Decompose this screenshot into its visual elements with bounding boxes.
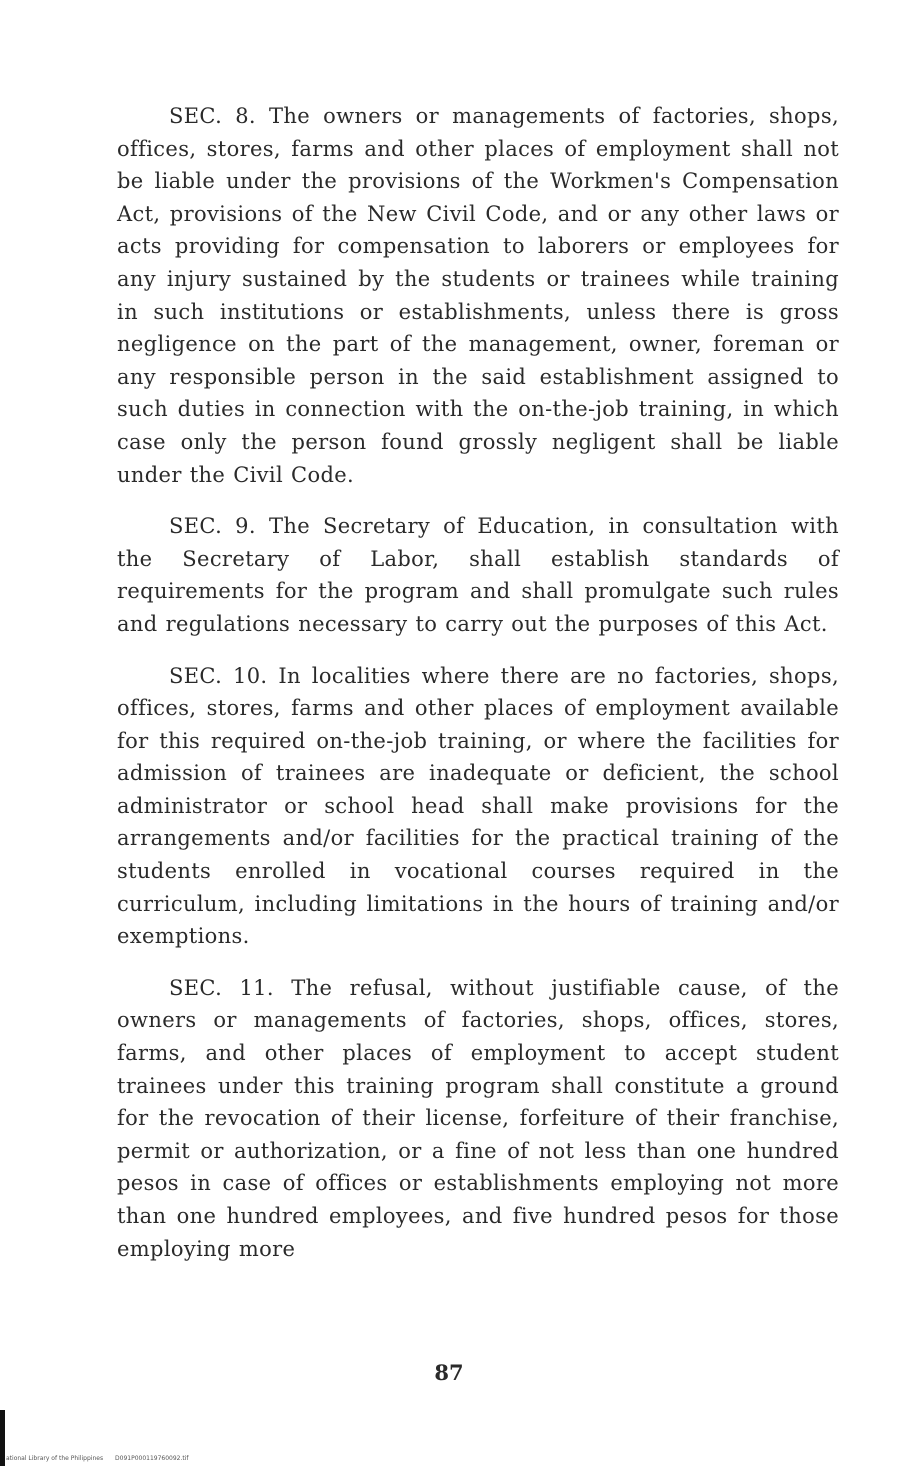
body-text xyxy=(117,100,839,1265)
scan-edge-mark xyxy=(0,1410,5,1466)
section-9-paragraph: SEC. 9. The Secretary of Education, in consultation with the Secretary of Labor, shall establish standards of requirements for the program and shall promulgate such rules and regulations necessary to carry out the purposes of this Act. xyxy=(117,514,839,636)
section-10-paragraph: SEC. 10. In localities where there are no factories, shops, offices, stores, farms and other places of employment available for this required on-the-job training, or where the facilities for admission of trainees are inadequate or deficient, the school administrator or school head shall make provisions for the arrangements and/or facilities for the practical training of the students enrolled in vocational courses required in the curriculum, including limitations in the hours of training and/or exemptions. xyxy=(117,663,839,949)
footer-file-code: D091P000119760092.tif xyxy=(115,1455,189,1462)
section-11-paragraph: SEC. 11. The refusal, without justifiable cause, of the owners or managements of factories, shops, offices, stores, farms, and other places of employment to accept student trainees under this training program shall constitute a ground for the revocation of their license, forfeiture of their franchise, permit or authorization, or a fine of not less than one hundred pesos in case of offices or establishments employing not more than one hundred employees, and five hundred pesos for those employing more xyxy=(117,975,839,1261)
footer-library-name: ational Library of the Philippines xyxy=(6,1455,104,1462)
section-8-paragraph: SEC. 8. The owners or managements of factories, shops, offices, stores, farms and other places of employment shall not be liable under the provisions of the Workmen's Compensation Act, provisions of the New Civil Code, and or any other laws or acts providing for compensation to laborers or employees for any injury sustained by the students or trainees while training in such institutions or establishments, unless there is gross negligence on the part of the management, owner, foreman or any responsible person in the said establishment assigned to such duties in connection with the on-the-job training, in which case only the person found grossly negligent shall be liable under the Civil Code. xyxy=(117,104,839,487)
footer-watermark xyxy=(6,1455,189,1463)
page-number: 87 xyxy=(434,1360,464,1385)
